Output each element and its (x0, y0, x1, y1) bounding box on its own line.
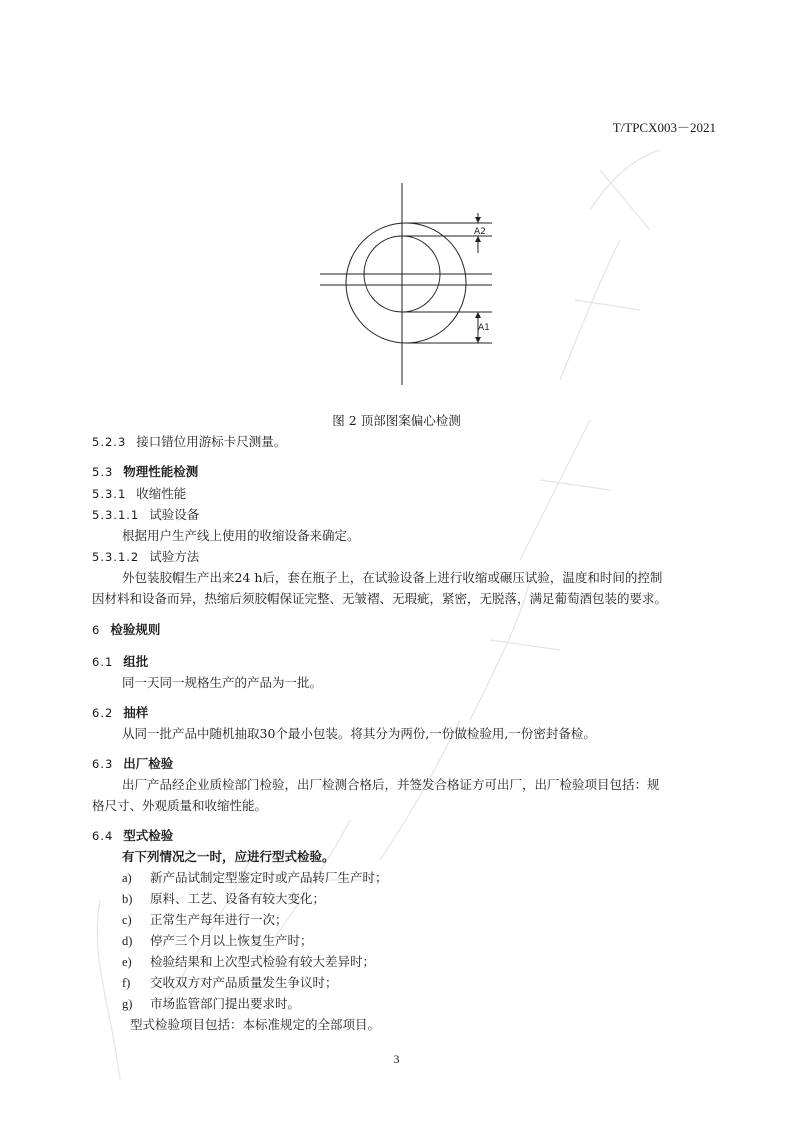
list-item: a) 新产品试制定型鉴定时或产品转厂生产时； (122, 870, 388, 885)
standard-code: T/TPCX003－2021 (612, 120, 716, 135)
clause-6-3-body-2: 格尺寸、外观质量和收缩性能。 (92, 798, 268, 813)
list-item: b) 原料、工艺、设备有较大变化； (122, 891, 326, 906)
label-a2: A2 (474, 227, 486, 237)
list-item: g) 市场监管部门提出要求时。 (122, 996, 301, 1011)
clause-6-2: 6.2 抽样 (92, 705, 149, 720)
clause-5-3-1-2-body-1: 外包装胶帽生产出来24 h后，套在瓶子上，在试验设备上进行收缩或碾压试验，温度和时间的控制 (122, 570, 663, 585)
clause-6-3: 6.3 出厂检验 (92, 756, 174, 771)
outer-circle (346, 223, 466, 343)
clause-6-2-body: 从同一批产品中随机抽取30个最小包装。将其分为两份,一份做检验用,一份密封备检。 (122, 726, 596, 741)
list-item: d) 停产三个月以上恢复生产时； (122, 933, 313, 948)
clause-6-4-closing: 型式检验项目包括：本标准规定的全部项目。 (130, 1017, 381, 1032)
clause-5-3-1-1: 5.3.1.1 试验设备 (92, 507, 200, 522)
eccentricity-diagram (302, 165, 546, 405)
list-item: f) 交收双方对产品质量发生争议时； (122, 975, 338, 990)
clause-5-3-1-1-body: 根据用户生产线上使用的收缩设备来确定。 (122, 528, 360, 543)
clause-6-1: 6.1 组批 (92, 654, 149, 669)
clause-5-3-1-2: 5.3.1.2 试验方法 (92, 549, 200, 564)
clause-5-3-1-2-body-2: 因材料和设备而异，热缩后须胶帽保证完整、无皱褶、无瑕疵，紧密，无脱落，满足葡萄酒包装的要求。 (92, 591, 668, 606)
figure-caption: 图 2 顶部图案偏心检测 (332, 413, 461, 428)
clause-5-2-3: 5.2.3 接口错位用游标卡尺测量。 (92, 434, 287, 449)
clause-6-4-intro: 有下列情况之一时，应进行型式检验。 (122, 849, 335, 864)
list-item: e) 检验结果和上次型式检验有较大差异时； (122, 954, 376, 969)
clause-6-1-body: 同一天同一规格生产的产品为一批。 (122, 675, 323, 690)
clause-6-4: 6.4 型式检验 (92, 828, 174, 843)
section-6-heading: 6 检验规则 (92, 622, 161, 637)
label-a1: A1 (478, 323, 490, 333)
list-item: c) 正常生产每年进行一次； (122, 912, 288, 927)
clause-5-3-1: 5.3.1 收缩性能 (92, 486, 187, 501)
section-5-3-heading: 5.3 物理性能检测 (92, 464, 199, 479)
clause-6-3-body-1: 出厂产品经企业质检部门检验，出厂检测合格后，并签发合格证方可出厂，出厂检验项目包括：规 (122, 777, 660, 792)
page-number: 3 (393, 1052, 400, 1066)
